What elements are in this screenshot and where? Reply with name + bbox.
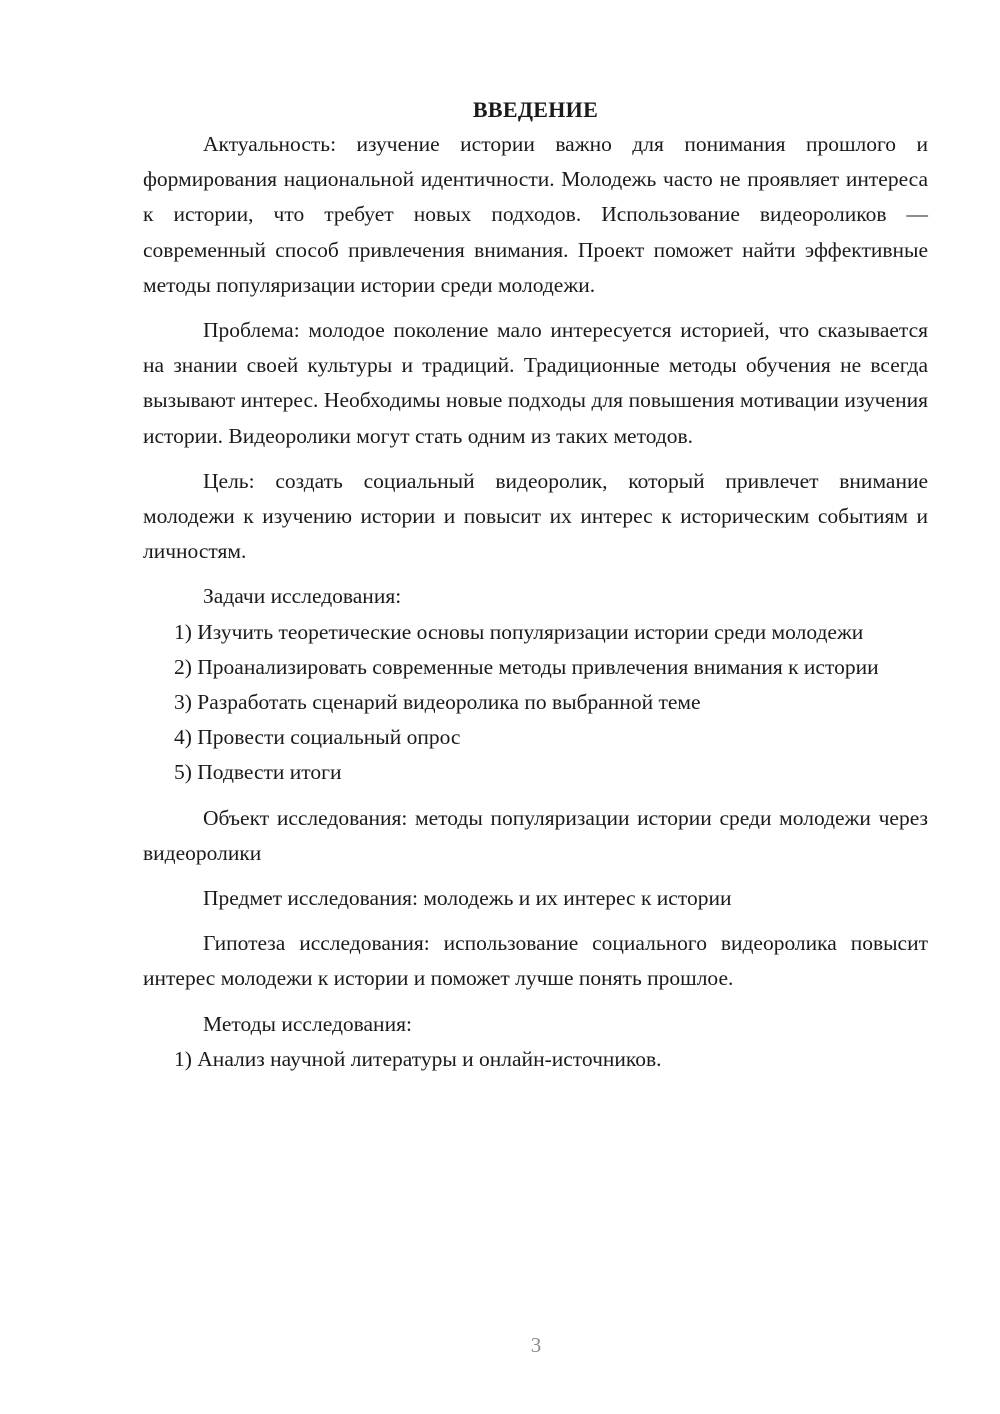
- paragraph-problem: Проблема: молодое поколение мало интересуется историей, что сказывается на знании своей культуры и традиций. Традиционные методы обучения не всегда вызывают интерес. Необходимы новые подходы для повышения мотивации изучения истории. Видеоролики могут стать одним из таких методов.: [143, 318, 928, 448]
- document-page: [143, 92, 928, 1077]
- paragraph-relevance: Актуальность: изучение истории важно для понимания прошлого и формирования национальной идентичности. Молодежь часто не проявляет интереса к истории, что требует новых подходов. Использование видеороликов — современный способ привлечения внимания. Проект поможет найти эффективные методы популяризации истории среди молодежи.: [143, 132, 928, 297]
- methods-heading: Методы исследования:: [203, 1011, 412, 1036]
- tasks-heading: Задачи исследования:: [203, 584, 402, 609]
- method-item-1: 1) Анализ научной литературы и онлайн-источников.: [174, 1046, 662, 1071]
- task-item-4: 4) Провести социальный опрос: [174, 725, 461, 750]
- task-item-5: 5) Подвести итоги: [174, 760, 342, 785]
- task-item-1: 1) Изучить теоретические основы популяризации истории среди молодежи: [174, 619, 864, 644]
- paragraph-object: Объект исследования: методы популяризации истории среди молодежи через видеоролики: [143, 805, 928, 865]
- page-number: 3: [530, 1333, 542, 1357]
- paragraph-subject: Предмет исследования: молодежь и их интерес к истории: [203, 886, 732, 911]
- task-item-3: 3) Разработать сценарий видеоролика по выбранной теме: [174, 690, 701, 715]
- paragraph-goal: Цель: создать социальный видеоролик, который привлечет внимание молодежи к изучению истории и повысит их интерес к историческим событиям и личностям.: [143, 468, 928, 564]
- page-title: ВВЕДЕНИЕ: [472, 97, 599, 122]
- paragraph-hypothesis: Гипотеза исследования: использование социального видеоролика повысит интерес молодежи к истории и поможет лучше понять прошлое.: [143, 931, 928, 991]
- task-item-2: 2) Проанализировать современные методы привлечения внимания к истории: [174, 654, 879, 679]
